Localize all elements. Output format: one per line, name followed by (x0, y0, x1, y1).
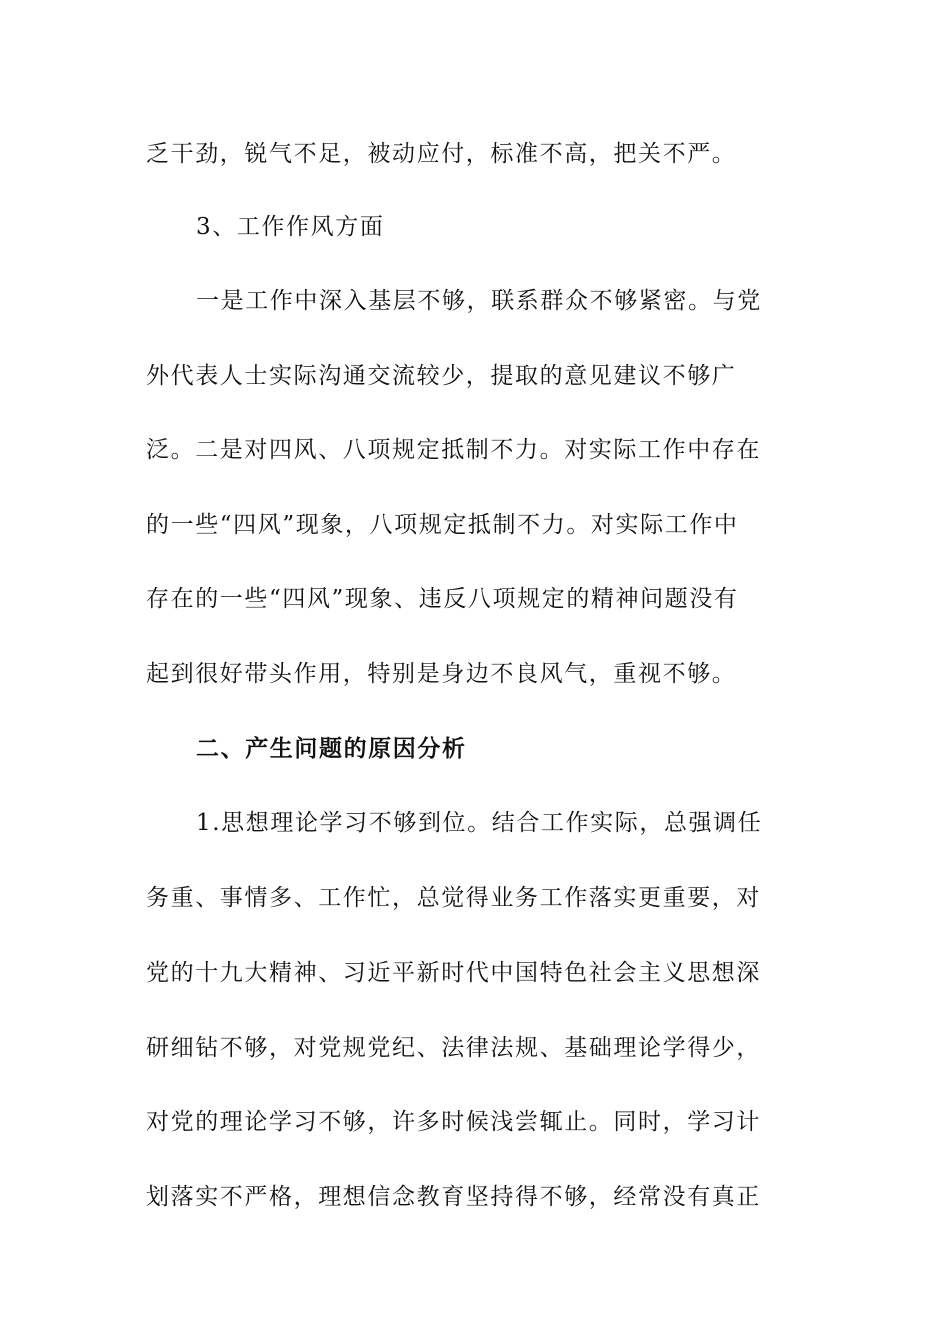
body-text-line: 务重、事情多、工作忙，总觉得业务工作落实更重要，对 (146, 885, 761, 911)
body-text-line: 研细钻不够，对党规党纪、法律法规、基础理论学得少， (146, 1035, 761, 1061)
body-text-line: 起到很好带头作用，特别是身边不良风气，重视不够。 (146, 661, 737, 687)
body-text-line: 划落实不严格，理想信念教育坚持得不够，经常没有真正 (146, 1184, 761, 1210)
body-text-line: 一是工作中深入基层不够，联系群众不够紧密。与党 (196, 288, 762, 314)
body-text-line: 1.思想理论学习不够到位。结合工作实际，总强调任 (196, 810, 763, 836)
body-text-line: 存在的一些“四风”现象、违反八项规定的精神问题没有 (146, 586, 739, 612)
body-text-line: 乏干劲，锐气不足，被动应付，标准不高，把关不严。 (146, 141, 737, 167)
body-text-line: 泛。二是对四风、八项规定抵制不力。对实际工作中存在 (146, 437, 761, 463)
section-heading: 二、产生问题的原因分析 (196, 736, 467, 762)
body-text-line: 党的十九大精神、习近平新时代中国特色社会主义思想深 (146, 960, 761, 986)
body-text-line: 外代表人士实际沟通交流较少，提取的意见建议不够广 (146, 363, 737, 389)
body-text-line: 对党的理论学习不够，许多时候浅尝辄止。同时，学习计 (146, 1109, 761, 1135)
subsection-title: 3、工作作风方面 (196, 214, 385, 240)
body-text-line: 的一些“四风”现象，八项规定抵制不力。对实际工作中 (146, 512, 739, 538)
